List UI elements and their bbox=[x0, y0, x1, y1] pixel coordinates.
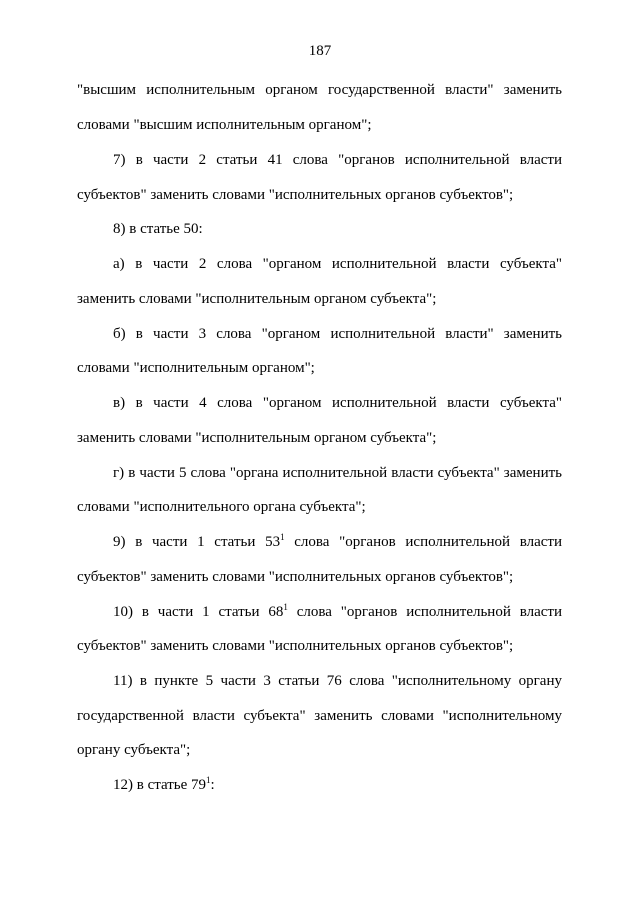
text-line: а) в части 2 слова "органом исполнительной власти субъекта" bbox=[113, 256, 562, 272]
text-line: органу субъекта"; bbox=[77, 742, 191, 758]
text-line: б) в части 3 слова "органом исполнительной власти" заменить bbox=[113, 326, 562, 342]
text-line: субъектов" заменить словами "исполнительных органов субъектов"; bbox=[77, 638, 514, 654]
text-segment: 12) в статье 79 bbox=[113, 777, 207, 793]
text-line: словами "исполнительного органа субъекта"; bbox=[77, 499, 366, 515]
page-number: 187 bbox=[308, 43, 332, 59]
text-line: 11) в пункте 5 части 3 статьи 76 слова "исполнительному органу bbox=[113, 673, 562, 689]
text-segment: слова "органов исполнительной власти bbox=[284, 534, 562, 550]
text-line: словами "высшим исполнительным органом"; bbox=[77, 117, 372, 133]
text-line bbox=[113, 533, 562, 551]
text-line bbox=[113, 603, 562, 621]
text-line: 7) в части 2 статьи 41 слова "органов исполнительной власти bbox=[113, 152, 562, 168]
text-line: в) в части 4 слова "органом исполнительной власти субъекта" bbox=[113, 395, 562, 411]
superscript: 1 bbox=[280, 532, 285, 542]
text-line: 8) в статье 50: bbox=[113, 221, 203, 237]
text-line bbox=[113, 776, 215, 794]
text-segment: : bbox=[210, 777, 215, 793]
text-line: г) в части 5 слова "органа исполнительной власти субъекта" заменить bbox=[113, 465, 562, 481]
text-line: государственной власти субъекта" заменить словами "исполнительному bbox=[77, 708, 562, 724]
text-segment: слова "органов исполнительной власти bbox=[287, 604, 562, 620]
text-line: "высшим исполнительным органом государственной власти" заменить bbox=[77, 82, 562, 98]
superscript: 1 bbox=[206, 775, 211, 785]
text-line: заменить словами "исполнительным органом субъекта"; bbox=[77, 291, 437, 307]
text-line: заменить словами "исполнительным органом субъекта"; bbox=[77, 430, 437, 446]
text-line: субъектов" заменить словами "исполнительных органов субъектов"; bbox=[77, 569, 514, 585]
text-line: словами "исполнительным органом"; bbox=[77, 360, 315, 376]
superscript: 1 bbox=[283, 602, 288, 612]
text-segment: 9) в части 1 статьи 53 bbox=[113, 534, 281, 550]
text-line: субъектов" заменить словами "исполнительных органов субъектов"; bbox=[77, 187, 514, 203]
text-segment: 10) в части 1 статьи 68 bbox=[113, 604, 284, 620]
